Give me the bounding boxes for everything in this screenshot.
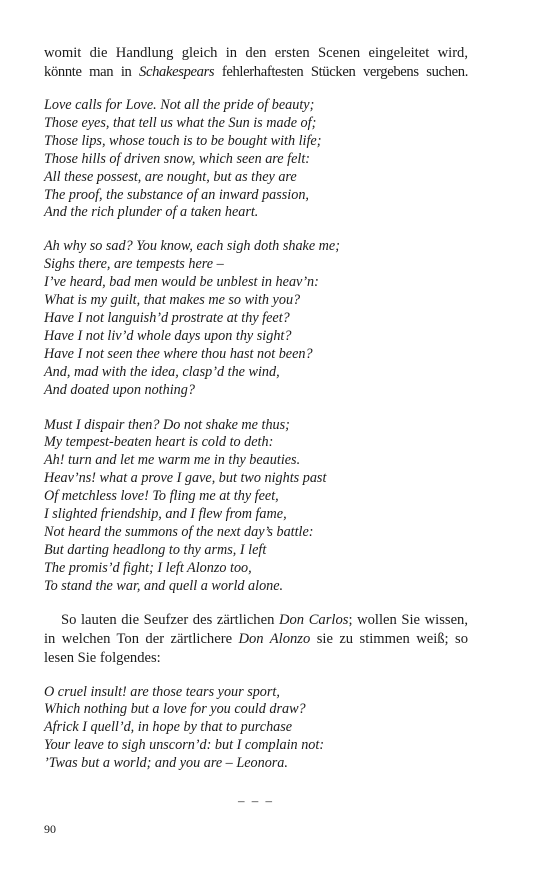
intro-line-2	[44, 63, 468, 82]
page-body	[44, 44, 468, 809]
character-name-alonzo: Don Alonzo	[238, 630, 311, 647]
verse-line: Not heard the summons of the next day’s battle:	[44, 523, 314, 540]
verse-line: Heav’ns! what a prove I gave, but two nights past	[44, 470, 327, 487]
commentary-line-1-post: ; wollen Sie wissen,	[348, 611, 468, 628]
intro-author-name: Schakespears	[139, 64, 215, 80]
verse-stanza-3	[44, 417, 468, 596]
verse-line: Your leave to sigh unscorn’d: but I complain not:	[44, 737, 325, 754]
verse-line: Of metchless love! To fling me at thy feet,	[44, 488, 279, 505]
intro-line-1: womit die Handlung gleich in den ersten Scenen eingeleitet wird,	[44, 45, 468, 61]
commentary-line-1-pre: So lauten die Seufzer des zärtlichen	[61, 611, 279, 628]
verse-line: Which nothing but a love for you could draw?	[44, 701, 306, 718]
commentary-line-2-post: sie zu stimmen weiß; so	[310, 630, 469, 647]
commentary-line-1	[44, 611, 468, 630]
verse-stanza-1	[44, 97, 468, 222]
verse-line: And, mad with the idea, clasp’d the wind,	[44, 363, 280, 380]
verse-line: And doated upon nothing?	[44, 381, 195, 398]
commentary-paragraph	[44, 611, 468, 668]
intro-line-2-pre: könnte man in	[44, 64, 140, 80]
verse-line: All these possest, are nought, but as they are	[44, 168, 297, 185]
verse-line: What is my guilt, that makes me so with you?	[44, 292, 301, 309]
verse-stanza-2	[44, 238, 468, 399]
character-name-carlos: Don Carlos	[278, 611, 349, 628]
verse-line: Those lips, whose touch is to be bought with life;	[44, 132, 322, 149]
verse-line: My tempest-beaten heart is cold to deth:	[44, 434, 274, 451]
intro-line-2-post: fehlerhaftesten Stücken vergebens suchen.	[214, 64, 468, 80]
verse-line: Must I dispair then? Do not shake me thus;	[44, 416, 290, 433]
verse-line: ’Twas but a world; and you are – Leonora.	[44, 755, 288, 772]
verse-line: Have I not liv’d whole days upon thy sight?	[44, 327, 292, 344]
verse-line: Ah why so sad? You know, each sigh doth shake me;	[44, 238, 340, 255]
verse-line: Ah! turn and let me warm me in thy beauties.	[44, 452, 301, 469]
verse-line: O cruel insult! are those tears your sport,	[44, 683, 280, 700]
verse-line: Africk I quell’d, in hope by that to purchase	[44, 719, 293, 736]
section-divider: – – –	[238, 793, 274, 809]
verse-line: I slighted friendship, and I flew from fame,	[44, 506, 287, 523]
verse-line: Love calls for Love. Not all the pride of beauty;	[44, 97, 315, 113]
verse-line: Those hills of driven snow, which seen are felt:	[44, 150, 310, 167]
commentary-line-2-pre: in welchen Ton der zärtlichere	[44, 630, 239, 647]
commentary-line-2	[44, 630, 468, 649]
verse-line: The proof, the substance of an inward passion,	[44, 186, 309, 203]
verse-line: The promis’d fight; I left Alonzo too,	[44, 559, 252, 576]
commentary-line-3: lesen Sie folgendes:	[44, 649, 161, 666]
verse-line: Have I not seen thee where thou hast not been?	[44, 345, 313, 362]
verse-line: I’ve heard, bad men would be unblest in heav’n:	[44, 274, 319, 291]
verse-line: Those eyes, that tell us what the Sun is made of;	[44, 114, 317, 131]
verse-line: Have I not languish’d prostrate at thy feet?	[44, 309, 290, 326]
verse-line: But darting headlong to thy arms, I left	[44, 541, 267, 558]
verse-line: To stand the war, and quell a world alone.	[44, 577, 284, 594]
page-number: 90	[44, 822, 56, 836]
intro-paragraph	[44, 44, 468, 82]
verse-stanza-4	[44, 684, 468, 774]
verse-line: And the rich plunder of a taken heart.	[44, 204, 259, 221]
verse-line: Sighs there, are tempests here –	[44, 256, 224, 273]
